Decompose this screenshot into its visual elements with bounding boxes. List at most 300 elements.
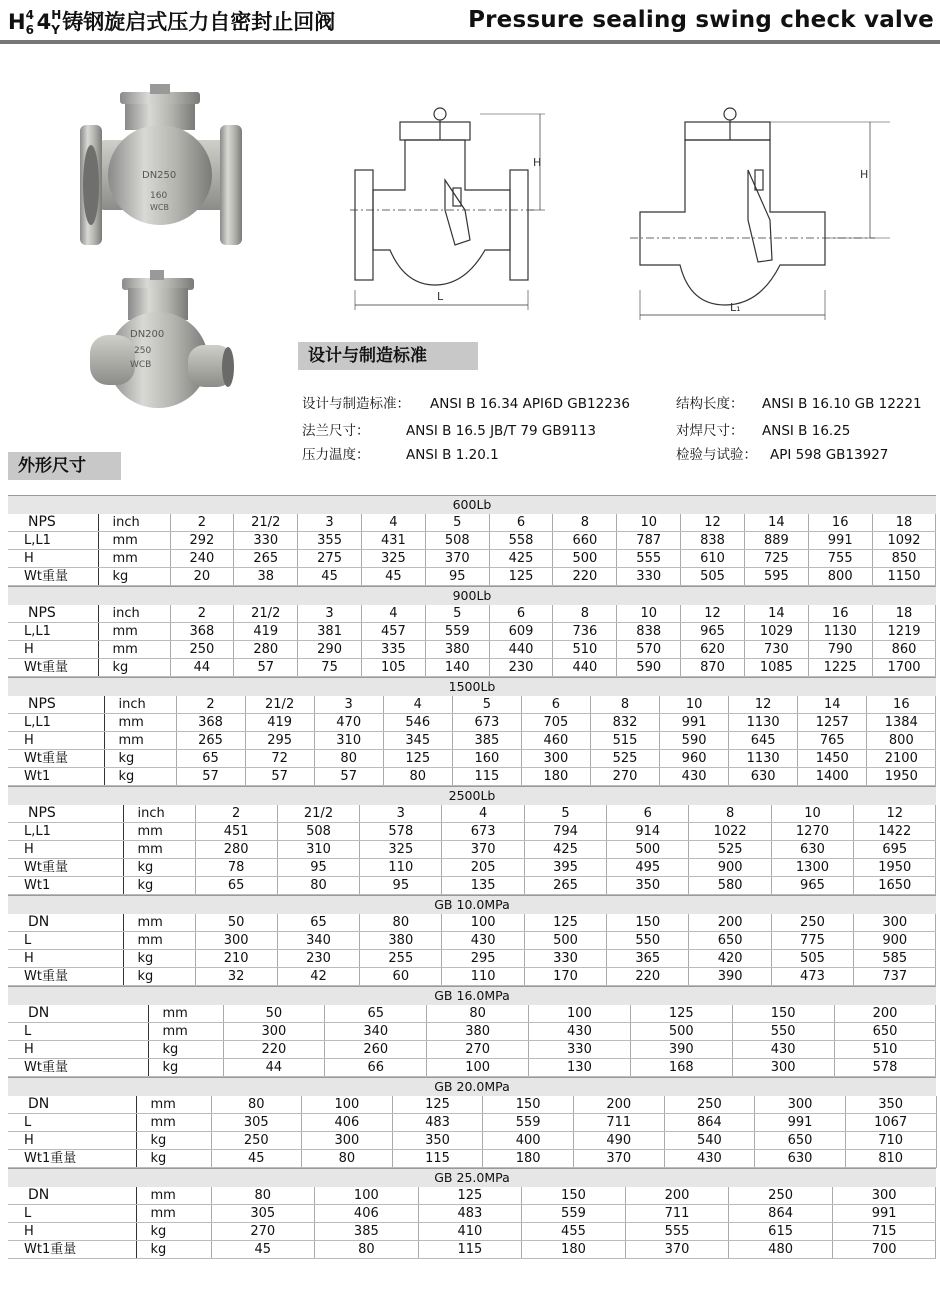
value-cell: 270: [427, 1041, 529, 1059]
spec-table: [8, 605, 936, 677]
value-cell: 900: [854, 932, 936, 950]
unit-cell: mm: [98, 550, 170, 568]
unit-cell: kg: [136, 1150, 211, 1168]
value-cell: 457: [361, 623, 425, 641]
value-cell: 1257: [798, 714, 867, 732]
value-cell: 430: [664, 1150, 755, 1168]
value-cell: 500: [524, 932, 606, 950]
row-label: H: [8, 641, 98, 659]
value-cell: 80: [383, 768, 452, 786]
table-row: [8, 1187, 936, 1205]
value-cell: 330: [234, 532, 298, 550]
value-cell: 45: [211, 1241, 315, 1259]
value-cell: 370: [625, 1241, 729, 1259]
value-cell: 5: [524, 805, 606, 823]
unit-cell: kg: [98, 659, 170, 677]
value-cell: 95: [277, 859, 359, 877]
value-cell: 2: [170, 605, 234, 623]
value-cell: 510: [553, 641, 617, 659]
pressure-temp-value: ANSI B 1.20.1: [406, 447, 499, 463]
value-cell: 1950: [867, 768, 936, 786]
table-row: [8, 1096, 936, 1114]
value-cell: 430: [660, 768, 729, 786]
unit-cell: mm: [123, 823, 195, 841]
buttweld-valve-drawing: [630, 100, 900, 320]
model-sup2-bottom: Y: [51, 23, 60, 37]
value-cell: 380: [427, 1023, 529, 1041]
value-cell: 205: [442, 859, 524, 877]
valve-photo-illustration: [70, 80, 270, 420]
value-cell: 12: [681, 605, 745, 623]
value-cell: 725: [744, 550, 808, 568]
value-cell: 12: [729, 696, 798, 714]
flanged-valve-photo: [80, 84, 242, 245]
table-row: [8, 932, 936, 950]
value-cell: 100: [442, 914, 524, 932]
row-label: Wt重量: [8, 1059, 148, 1077]
test-standard-label: 检验与试验：: [676, 447, 757, 463]
value-cell: 500: [553, 550, 617, 568]
value-cell: 12: [681, 514, 745, 532]
value-cell: 80: [427, 1005, 529, 1023]
value-cell: 615: [729, 1223, 833, 1241]
row-label: H: [8, 1041, 148, 1059]
unit-cell: mm: [148, 1023, 223, 1041]
value-cell: 180: [522, 1241, 626, 1259]
value-cell: 3: [298, 605, 362, 623]
value-cell: 490: [574, 1132, 665, 1150]
value-cell: 230: [489, 659, 553, 677]
value-cell: 755: [808, 550, 872, 568]
value-cell: 150: [607, 914, 689, 932]
value-cell: 425: [524, 841, 606, 859]
row-label: H: [8, 950, 123, 968]
row-label: Wt1: [8, 877, 123, 895]
value-cell: 1270: [771, 823, 853, 841]
value-cell: 1092: [872, 532, 936, 550]
value-cell: 508: [277, 823, 359, 841]
value-cell: 3: [298, 514, 362, 532]
value-cell: 95: [360, 877, 442, 895]
value-cell: 4: [361, 605, 425, 623]
table-row: [8, 968, 936, 986]
value-cell: 275: [298, 550, 362, 568]
unit-cell: mm: [123, 932, 195, 950]
value-cell: 460: [521, 732, 590, 750]
value-cell: 790: [808, 641, 872, 659]
drawing2-dim-h: H: [860, 168, 869, 181]
value-cell: 2100: [867, 750, 936, 768]
value-cell: 425: [489, 550, 553, 568]
pressure-temp-label: 压力温度：: [302, 447, 370, 463]
value-cell: 14: [798, 696, 867, 714]
value-cell: 200: [689, 914, 771, 932]
value-cell: 16: [808, 514, 872, 532]
value-cell: 50: [223, 1005, 325, 1023]
value-cell: 57: [245, 768, 314, 786]
value-cell: 510: [834, 1041, 936, 1059]
unit-cell: kg: [136, 1241, 211, 1259]
value-cell: 10: [771, 805, 853, 823]
row-label: L: [8, 932, 123, 950]
value-cell: 960: [660, 750, 729, 768]
value-cell: 6: [489, 514, 553, 532]
value-cell: 736: [553, 623, 617, 641]
photo1-label-class: 160: [150, 191, 168, 201]
value-cell: 32: [195, 968, 277, 986]
value-cell: 870: [681, 659, 745, 677]
header-divider: [0, 40, 940, 44]
value-cell: 125: [418, 1187, 522, 1205]
flange-standard-value: ANSI B 16.5 JB/T 79 GB9113: [406, 423, 596, 439]
value-cell: 540: [664, 1132, 755, 1150]
unit-cell: mm: [136, 1114, 211, 1132]
value-cell: 310: [314, 732, 383, 750]
drawing1-dim-l: L: [437, 290, 444, 303]
table-row: [8, 568, 936, 586]
unit-cell: mm: [98, 623, 170, 641]
value-cell: 180: [483, 1150, 574, 1168]
value-cell: 80: [277, 877, 359, 895]
value-cell: 200: [625, 1187, 729, 1205]
model-sup1-top: 4: [25, 8, 34, 22]
model-mid: 4: [36, 10, 52, 34]
value-cell: 580: [689, 877, 771, 895]
value-cell: 410: [418, 1223, 522, 1241]
table-row: [8, 1023, 936, 1041]
value-cell: 991: [808, 532, 872, 550]
value-cell: 300: [755, 1096, 846, 1114]
value-cell: 42: [277, 968, 359, 986]
row-label: NPS: [8, 514, 98, 532]
row-label: Wt重量: [8, 568, 98, 586]
value-cell: 45: [211, 1150, 302, 1168]
value-cell: 578: [834, 1059, 936, 1077]
value-cell: 80: [314, 750, 383, 768]
value-cell: 100: [315, 1187, 419, 1205]
value-cell: 1700: [872, 659, 936, 677]
design-standard-value: ANSI B 16.34 API6D GB12236: [430, 396, 630, 412]
value-cell: 95: [425, 568, 489, 586]
value-cell: 44: [170, 659, 234, 677]
value-cell: 100: [302, 1096, 393, 1114]
value-cell: 1300: [771, 859, 853, 877]
value-cell: 650: [689, 932, 771, 950]
value-cell: 130: [529, 1059, 631, 1077]
unit-cell: kg: [148, 1059, 223, 1077]
unit-cell: mm: [136, 1096, 211, 1114]
row-label: NPS: [8, 805, 123, 823]
value-cell: 8: [553, 514, 617, 532]
value-cell: 1400: [798, 768, 867, 786]
table-row: [8, 550, 936, 568]
value-cell: 838: [617, 623, 681, 641]
value-cell: 673: [442, 823, 524, 841]
value-cell: 300: [195, 932, 277, 950]
unit-cell: kg: [123, 968, 195, 986]
section-title-design-standards: 设计与制造标准: [298, 342, 478, 370]
value-cell: 310: [277, 841, 359, 859]
row-label: H: [8, 841, 123, 859]
value-cell: 8: [689, 805, 771, 823]
value-cell: 325: [361, 550, 425, 568]
photo2-label-class: 250: [134, 346, 152, 356]
value-cell: 550: [732, 1023, 834, 1041]
value-cell: 325: [360, 841, 442, 859]
value-cell: 730: [744, 641, 808, 659]
value-cell: 900: [689, 859, 771, 877]
value-cell: 3: [360, 805, 442, 823]
value-cell: 645: [729, 732, 798, 750]
row-label: H: [8, 1132, 136, 1150]
value-cell: 1150: [872, 568, 936, 586]
table-title: GB 20.0MPa: [8, 1077, 936, 1096]
value-cell: 370: [442, 841, 524, 859]
value-cell: 1130: [729, 714, 798, 732]
table-row: [8, 859, 936, 877]
row-label: Wt重量: [8, 968, 123, 986]
value-cell: 431: [361, 532, 425, 550]
value-cell: 864: [664, 1114, 755, 1132]
table-row: [8, 714, 936, 732]
value-cell: 200: [574, 1096, 665, 1114]
unit-cell: kg: [123, 950, 195, 968]
unit-cell: mm: [104, 714, 176, 732]
value-cell: 50: [195, 914, 277, 932]
table-row: [8, 1059, 936, 1077]
value-cell: 1650: [854, 877, 936, 895]
photo2-label-material: WCB: [130, 360, 152, 370]
table-row: [8, 1114, 936, 1132]
table-row: [8, 1223, 936, 1241]
value-cell: 57: [176, 768, 245, 786]
row-label: Wt1重量: [8, 1150, 136, 1168]
value-cell: 1225: [808, 659, 872, 677]
spec-table: [8, 1096, 937, 1168]
value-cell: 170: [524, 968, 606, 986]
value-cell: 57: [314, 768, 383, 786]
value-cell: 6: [489, 605, 553, 623]
value-cell: 65: [277, 914, 359, 932]
value-cell: 80: [211, 1187, 315, 1205]
unit-cell: mm: [123, 841, 195, 859]
value-cell: 80: [360, 914, 442, 932]
table-row: [8, 623, 936, 641]
drawing1-dim-h: H: [533, 156, 542, 169]
value-cell: 850: [872, 550, 936, 568]
value-cell: 44: [223, 1059, 325, 1077]
row-label: H: [8, 732, 104, 750]
value-cell: 385: [315, 1223, 419, 1241]
value-cell: 480: [729, 1241, 833, 1259]
value-cell: 330: [529, 1041, 631, 1059]
value-cell: 370: [425, 550, 489, 568]
value-cell: 368: [170, 623, 234, 641]
value-cell: 6: [521, 696, 590, 714]
value-cell: 381: [298, 623, 362, 641]
drawing2-dim-l1: L₁: [730, 301, 741, 314]
value-cell: 555: [625, 1223, 729, 1241]
value-cell: 210: [195, 950, 277, 968]
unit-cell: kg: [136, 1132, 211, 1150]
value-cell: 570: [617, 641, 681, 659]
value-cell: 8: [553, 605, 617, 623]
value-cell: 5: [425, 605, 489, 623]
value-cell: 1029: [744, 623, 808, 641]
value-cell: 140: [425, 659, 489, 677]
value-cell: 80: [315, 1241, 419, 1259]
design-standard-label: 设计与制造标准：: [302, 396, 410, 412]
value-cell: 838: [681, 532, 745, 550]
table-row: [8, 732, 936, 750]
value-cell: 330: [524, 950, 606, 968]
value-cell: 125: [489, 568, 553, 586]
value-cell: 1130: [729, 750, 798, 768]
value-cell: 4: [383, 696, 452, 714]
value-cell: 800: [808, 568, 872, 586]
value-cell: 380: [425, 641, 489, 659]
value-cell: 630: [755, 1150, 846, 1168]
value-cell: 1422: [854, 823, 936, 841]
value-cell: 10: [660, 696, 729, 714]
value-cell: 585: [854, 950, 936, 968]
page-title-chinese: [8, 4, 343, 40]
value-cell: 270: [211, 1223, 315, 1241]
value-cell: 4: [361, 514, 425, 532]
value-cell: 100: [427, 1059, 529, 1077]
value-cell: 991: [832, 1205, 936, 1223]
value-cell: 370: [574, 1150, 665, 1168]
row-label: H: [8, 1223, 136, 1241]
unit-cell: inch: [98, 514, 170, 532]
table-row: [8, 750, 936, 768]
table-row: [8, 950, 936, 968]
photo1-label-dn: DN250: [142, 170, 177, 181]
row-label: DN: [8, 1005, 148, 1023]
model-superscript-1: [26, 8, 37, 38]
value-cell: 115: [418, 1241, 522, 1259]
value-cell: 65: [195, 877, 277, 895]
value-cell: 991: [755, 1114, 846, 1132]
value-cell: 2: [176, 696, 245, 714]
value-cell: 508: [425, 532, 489, 550]
value-cell: 115: [452, 768, 521, 786]
value-cell: 270: [590, 768, 659, 786]
value-cell: 250: [664, 1096, 755, 1114]
unit-cell: mm: [98, 641, 170, 659]
value-cell: 711: [574, 1114, 665, 1132]
value-cell: 1384: [867, 714, 936, 732]
value-cell: 16: [867, 696, 936, 714]
value-cell: 700: [832, 1241, 936, 1259]
table-title: 2500Lb: [8, 786, 936, 805]
value-cell: 21/2: [277, 805, 359, 823]
value-cell: 265: [176, 732, 245, 750]
value-cell: 355: [298, 532, 362, 550]
value-cell: 1219: [872, 623, 936, 641]
table-row: [8, 1150, 936, 1168]
value-cell: 65: [325, 1005, 427, 1023]
value-cell: 559: [522, 1205, 626, 1223]
value-cell: 525: [590, 750, 659, 768]
value-cell: 711: [625, 1205, 729, 1223]
buttweld-valve-photo: [90, 270, 234, 408]
value-cell: 440: [489, 641, 553, 659]
value-cell: 737: [854, 968, 936, 986]
table-row: [8, 659, 936, 677]
value-cell: 250: [771, 914, 853, 932]
unit-cell: kg: [104, 750, 176, 768]
value-cell: 558: [489, 532, 553, 550]
value-cell: 914: [607, 823, 689, 841]
row-label: NPS: [8, 696, 104, 714]
value-cell: 160: [452, 750, 521, 768]
table-row: [8, 605, 936, 623]
value-cell: 800: [867, 732, 936, 750]
row-label: Wt1: [8, 768, 104, 786]
model-prefix: H: [8, 10, 26, 34]
value-cell: 300: [521, 750, 590, 768]
value-cell: 500: [630, 1023, 732, 1041]
value-cell: 400: [483, 1132, 574, 1150]
value-cell: 45: [361, 568, 425, 586]
value-cell: 350: [392, 1132, 483, 1150]
value-cell: 610: [681, 550, 745, 568]
value-cell: 419: [245, 714, 314, 732]
value-cell: 787: [617, 532, 681, 550]
unit-cell: kg: [148, 1041, 223, 1059]
value-cell: 110: [442, 968, 524, 986]
spec-table: [8, 914, 936, 986]
row-label: L,L1: [8, 823, 123, 841]
value-cell: 350: [845, 1096, 936, 1114]
value-cell: 21/2: [245, 696, 314, 714]
value-cell: 1022: [689, 823, 771, 841]
value-cell: 965: [681, 623, 745, 641]
value-cell: 406: [315, 1205, 419, 1223]
unit-cell: inch: [123, 805, 195, 823]
value-cell: 65: [176, 750, 245, 768]
value-cell: 220: [223, 1041, 325, 1059]
table-title: GB 25.0MPa: [8, 1168, 936, 1187]
value-cell: 660: [553, 532, 617, 550]
value-cell: 300: [223, 1023, 325, 1041]
table-row: [8, 532, 936, 550]
value-cell: 832: [590, 714, 659, 732]
value-cell: 860: [872, 641, 936, 659]
value-cell: 240: [170, 550, 234, 568]
row-label: Wt1重量: [8, 1241, 136, 1259]
spec-table: [8, 805, 936, 895]
length-standard-label: 结构长度：: [676, 396, 744, 412]
unit-cell: kg: [136, 1223, 211, 1241]
value-cell: 630: [729, 768, 798, 786]
value-cell: 10: [617, 605, 681, 623]
weld-standard-value: ANSI B 16.25: [762, 423, 851, 439]
spec-table: [8, 1005, 936, 1077]
table-row: [8, 877, 936, 895]
value-cell: 295: [245, 732, 314, 750]
value-cell: 255: [360, 950, 442, 968]
table-row: [8, 1132, 936, 1150]
value-cell: 260: [325, 1041, 427, 1059]
value-cell: 150: [522, 1187, 626, 1205]
table-row: [8, 805, 936, 823]
value-cell: 368: [176, 714, 245, 732]
value-cell: 559: [425, 623, 489, 641]
value-cell: 810: [845, 1150, 936, 1168]
title-cn-text: 铸钢旋启式压力自密封止回阀: [62, 10, 336, 34]
